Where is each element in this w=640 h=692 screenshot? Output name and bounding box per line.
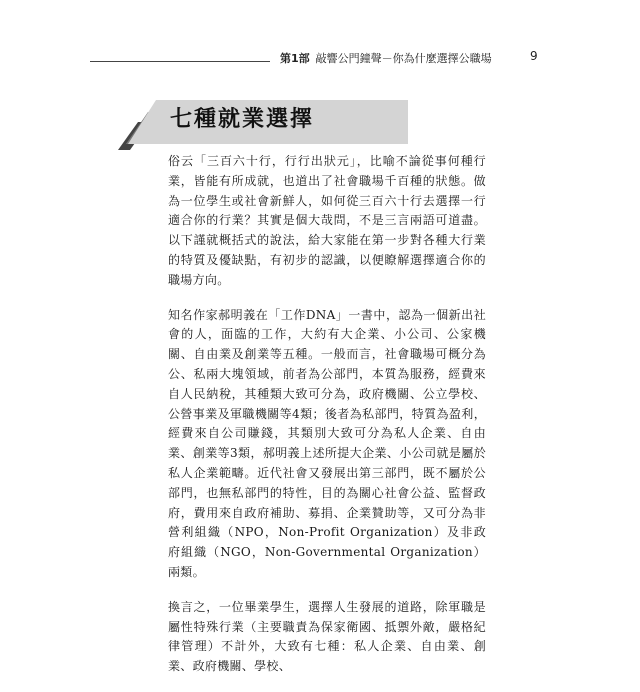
chapter-label: 第1部 xyxy=(280,52,310,65)
chapter-title: 敲響公門鐘聲－你為什麼選擇公職場 xyxy=(315,52,492,65)
page-number: 9 xyxy=(530,49,538,63)
paragraph: 知名作家郝明義在「工作DNA」一書中，認為一個新出社會的人，面臨的工作，大約有大企業、小公司、公家機關、自由業及創業等五種。一般而言，社會職場可概分為公、私兩大塊領域，前者為公部門，本質為服務，經費來自人民納稅，其種類大致可分為，政府機關、公立學校、公營事業及軍職機關等4類；後者為私部門，特質為盈利，經費來自公司賺錢，其類別大致可分為私人企業、自由業、創業等3類，郝明義上述所提大企業、小公司就是屬於私人企業範疇。近代社會又發展出第三部門，既不屬於公部門，也無私部門的特性，目的為關心社會公益、監督政府，費用來自政府補助、募捐、企業贊助等，又可分為非營利組織（NPO，Non-Profit Organization）及非政府組織（NGO，Non-Governmental Organization）兩類。 xyxy=(168,307,486,579)
running-head xyxy=(280,50,520,66)
body-text xyxy=(168,152,486,692)
paragraph: 俗云「三百六十行，行行出狀元」，比喻不論從事何種行業，皆能有所成就，也道出了社會職場千百種的狀態。做為一位學生或社會新鮮人，如何從三百六十行去選擇一行適合你的行業？其實是個大哉問，不是三言兩語可道盡。以下謹就概括式的說法，給大家能在第一步對各種大行業的特質及優缺點，有初步的認識，以便瞭解選擇適合你的職場方向。 xyxy=(168,154,486,287)
section-title: 七種就業選擇 xyxy=(170,107,315,132)
paragraph: 換言之，一位畢業學生，選擇人生發展的道路，除軍職是屬性特殊行業（主要職責為保家衛國、抵禦外敵，嚴格紀律管理）不計外，大致有七種：私人企業、自由業、創業、政府機關、學校、 xyxy=(168,599,486,674)
header-rule xyxy=(90,61,270,62)
